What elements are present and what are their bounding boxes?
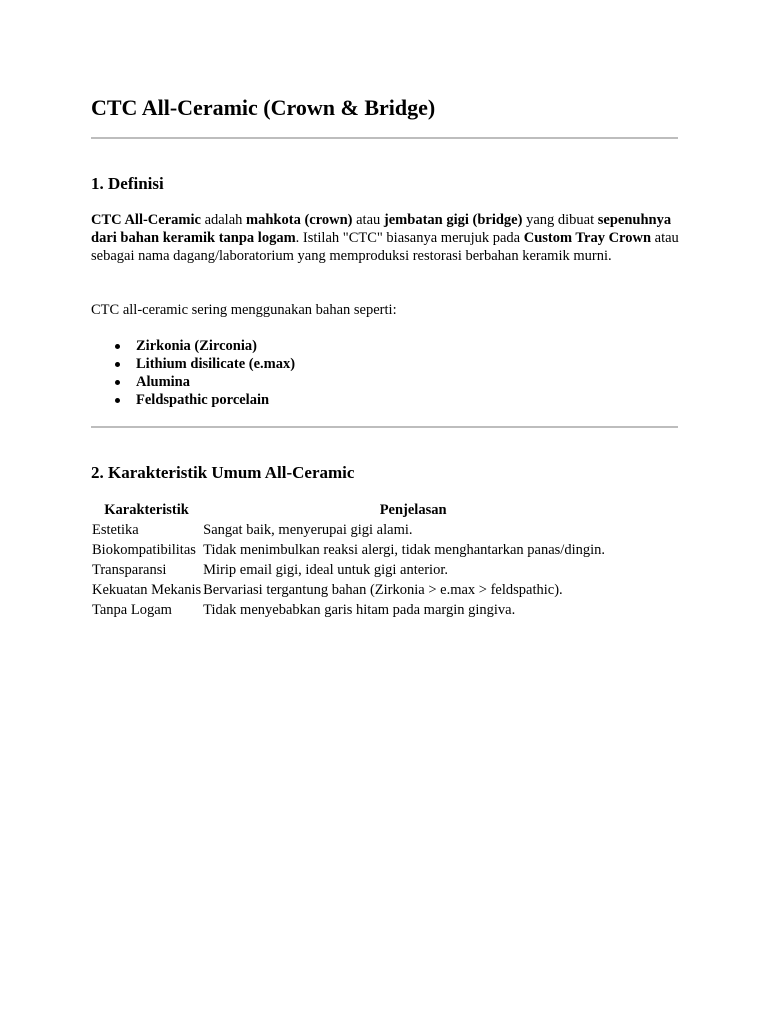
table-cell: Tidak menimbulkan reaksi alergi, tidak menghantarkan panas/dingin.: [203, 542, 606, 558]
section-heading-definisi: 1. Definisi: [91, 174, 164, 193]
page-title: CTC All-Ceramic (Crown & Bridge): [91, 95, 436, 120]
characteristics-table: [90, 500, 625, 620]
definition-text: atau sebagai nama dagang/laboratorium yang memproduksi restorasi berbahan keramik murni.: [91, 230, 679, 264]
divider: [91, 426, 678, 428]
definition-paragraph: [91, 211, 679, 265]
definition-text: adalah: [200, 212, 247, 228]
table-cell: Tanpa Logam: [92, 602, 172, 618]
table-cell: Mirip email gigi, ideal untuk gigi anterior.: [203, 562, 448, 578]
column-header-karakteristik: Karakteristik: [104, 502, 189, 518]
definition-term: sepenuhnya dari bahan keramik tanpa logam: [91, 212, 672, 246]
table-cell: Tidak menyebabkan garis hitam pada margin gingiva.: [203, 602, 516, 618]
divider: [91, 137, 678, 139]
table-row: [92, 600, 623, 620]
table-cell: Transparansi: [92, 562, 167, 578]
table-cell: Biokompatibilitas: [92, 542, 196, 558]
table-row: [92, 580, 623, 600]
definition-term: mahkota (crown): [246, 212, 353, 228]
list-item: Zirkonia (Zirconia): [136, 337, 295, 355]
definition-term: CTC All-Ceramic: [91, 212, 201, 228]
materials-intro: CTC all-ceramic sering menggunakan bahan seperti:: [91, 302, 397, 318]
table-row: [92, 560, 623, 580]
table-cell: Estetika: [92, 522, 139, 538]
definition-term: Custom Tray Crown: [523, 230, 652, 246]
definition-text: atau: [352, 212, 384, 228]
definition-text: yang dibuat: [522, 212, 598, 228]
definition-term: jembatan gigi (bridge): [383, 212, 523, 228]
definition-text: . Istilah "CTC" biasanya merujuk pada: [295, 230, 524, 246]
list-item: Feldspathic porcelain: [136, 391, 295, 409]
table-cell: Kekuatan Mekanis: [92, 582, 202, 598]
materials-list: [91, 337, 295, 409]
section-heading-karakteristik: 2. Karakteristik Umum All-Ceramic: [91, 463, 355, 482]
table-cell: Sangat baik, menyerupai gigi alami.: [203, 522, 413, 538]
list-item: Lithium disilicate (e.max): [136, 356, 296, 372]
table-row: [92, 540, 623, 560]
list-item: Alumina: [136, 373, 295, 391]
column-header-penjelasan: Penjelasan: [379, 502, 447, 518]
table-cell: Bervariasi tergantung bahan (Zirkonia > e.max > feldspathic).: [203, 582, 563, 598]
table-header-row: [92, 500, 623, 520]
table-row: [92, 520, 623, 540]
